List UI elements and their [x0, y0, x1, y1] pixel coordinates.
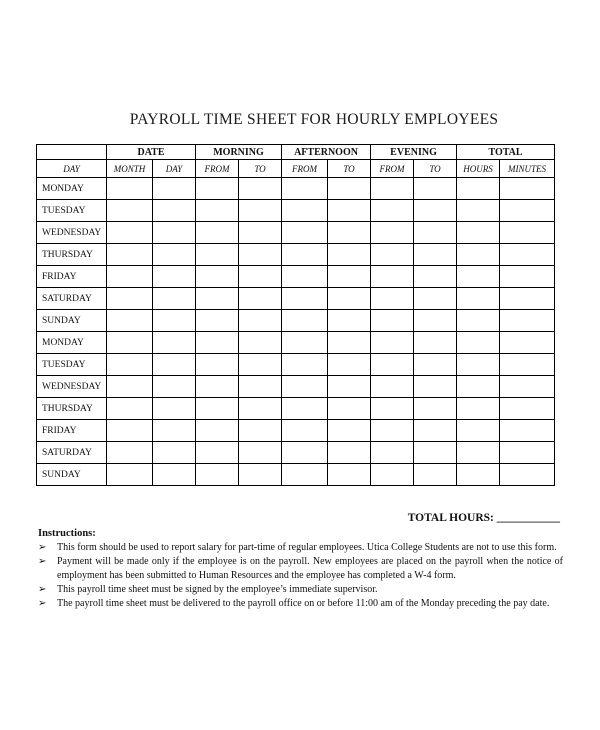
- table-row: [37, 376, 555, 398]
- instruction-text: The payroll time sheet must be delivered to the payroll office on or before 11:00 am of the Monday preceding the pay date.: [57, 598, 550, 609]
- evening-from-cell[interactable]: [371, 420, 414, 442]
- month-cell[interactable]: [107, 420, 153, 442]
- date-day-cell[interactable]: [153, 442, 196, 464]
- instructions-heading: Instructions:: [38, 528, 96, 539]
- total-hours-cell[interactable]: [457, 222, 500, 244]
- afternoon-from-cell[interactable]: [282, 420, 328, 442]
- total-minutes-cell[interactable]: [500, 354, 555, 376]
- table-row: [37, 266, 555, 288]
- evening-to-cell[interactable]: [414, 398, 457, 420]
- total-minutes-cell[interactable]: [500, 200, 555, 222]
- morning-from-cell[interactable]: [196, 376, 239, 398]
- afternoon-from-cell[interactable]: [282, 310, 328, 332]
- total-minutes-cell[interactable]: [500, 376, 555, 398]
- table-row: [37, 354, 555, 376]
- total-minutes-cell[interactable]: [500, 442, 555, 464]
- instruction-item: [38, 541, 563, 555]
- morning-from-cell[interactable]: [196, 222, 239, 244]
- total-minutes-cell[interactable]: [500, 332, 555, 354]
- date-day-cell[interactable]: [153, 354, 196, 376]
- morning-from-cell[interactable]: [196, 288, 239, 310]
- evening-to-cell[interactable]: [414, 310, 457, 332]
- evening-to-cell[interactable]: [414, 288, 457, 310]
- afternoon-from-cell[interactable]: [282, 332, 328, 354]
- total-hours-cell[interactable]: [457, 376, 500, 398]
- month-cell[interactable]: [107, 200, 153, 222]
- total-hours-cell[interactable]: [457, 200, 500, 222]
- afternoon-to-cell[interactable]: [328, 398, 371, 420]
- evening-from-cell[interactable]: [371, 354, 414, 376]
- month-cell[interactable]: [107, 288, 153, 310]
- total-hours-cell[interactable]: [457, 244, 500, 266]
- afternoon-from-cell[interactable]: [282, 376, 328, 398]
- afternoon-from-cell[interactable]: [282, 266, 328, 288]
- subheader-date-day: DAY: [153, 160, 196, 178]
- total-hours-cell[interactable]: [457, 464, 500, 486]
- month-cell[interactable]: [107, 464, 153, 486]
- afternoon-to-cell[interactable]: [328, 244, 371, 266]
- morning-from-cell[interactable]: [196, 420, 239, 442]
- morning-from-cell[interactable]: [196, 200, 239, 222]
- afternoon-from-cell[interactable]: [282, 464, 328, 486]
- total-hours-cell[interactable]: [457, 354, 500, 376]
- total-minutes-cell[interactable]: [500, 266, 555, 288]
- morning-to-cell[interactable]: [239, 266, 282, 288]
- day-cell: FRIDAY: [37, 266, 107, 288]
- subheader-morning-from: FROM: [196, 160, 239, 178]
- morning-to-cell[interactable]: [239, 442, 282, 464]
- page-title: PAYROLL TIME SHEET FOR HOURLY EMPLOYEES: [129, 111, 499, 128]
- day-cell: MONDAY: [37, 332, 107, 354]
- day-cell: THURSDAY: [37, 398, 107, 420]
- group-header-total: TOTAL: [457, 145, 555, 160]
- afternoon-to-cell[interactable]: [328, 442, 371, 464]
- table-row: [37, 310, 555, 332]
- group-header-afternoon: AFTERNOON: [282, 145, 371, 160]
- table-row: [37, 420, 555, 442]
- total-minutes-cell[interactable]: [500, 420, 555, 442]
- arrow-bullet-icon: ➢: [38, 598, 47, 609]
- evening-from-cell[interactable]: [371, 332, 414, 354]
- evening-from-cell[interactable]: [371, 288, 414, 310]
- instruction-item: [38, 583, 563, 597]
- morning-to-cell[interactable]: [239, 332, 282, 354]
- evening-from-cell[interactable]: [371, 222, 414, 244]
- afternoon-from-cell[interactable]: [282, 244, 328, 266]
- afternoon-to-cell[interactable]: [328, 464, 371, 486]
- total-minutes-cell[interactable]: [500, 464, 555, 486]
- afternoon-to-cell[interactable]: [328, 310, 371, 332]
- month-cell[interactable]: [107, 398, 153, 420]
- evening-to-cell[interactable]: [414, 332, 457, 354]
- table-row: [37, 398, 555, 420]
- date-day-cell[interactable]: [153, 244, 196, 266]
- instruction-text: This form should be used to report salary for part-time of regular employees. Utica College Students are not to use this form.: [57, 542, 557, 553]
- evening-from-cell[interactable]: [371, 464, 414, 486]
- subheader-afternoon-from: FROM: [282, 160, 328, 178]
- day-cell: SATURDAY: [37, 288, 107, 310]
- day-cell: WEDNESDAY: [37, 376, 107, 398]
- evening-from-cell[interactable]: [371, 200, 414, 222]
- subheader-afternoon-to: TO: [328, 160, 371, 178]
- afternoon-to-cell[interactable]: [328, 332, 371, 354]
- date-day-cell[interactable]: [153, 200, 196, 222]
- table-row: [37, 442, 555, 464]
- morning-to-cell[interactable]: [239, 178, 282, 200]
- morning-from-cell[interactable]: [196, 332, 239, 354]
- evening-to-cell[interactable]: [414, 442, 457, 464]
- date-day-cell[interactable]: [153, 376, 196, 398]
- group-header-row: [37, 145, 555, 160]
- month-cell[interactable]: [107, 376, 153, 398]
- month-cell[interactable]: [107, 354, 153, 376]
- morning-from-cell[interactable]: [196, 310, 239, 332]
- evening-to-cell[interactable]: [414, 222, 457, 244]
- evening-from-cell[interactable]: [371, 266, 414, 288]
- group-header-date: DATE: [107, 145, 196, 160]
- morning-from-cell[interactable]: [196, 178, 239, 200]
- morning-from-cell[interactable]: [196, 244, 239, 266]
- date-day-cell[interactable]: [153, 332, 196, 354]
- total-hours-cell[interactable]: [457, 398, 500, 420]
- subheader-evening-from: FROM: [371, 160, 414, 178]
- total-minutes-cell[interactable]: [500, 244, 555, 266]
- instruction-text: Payment will be made only if the employee is on the payroll. New employees are placed on the payroll when the notice of employment has been submitted to Human Resources and the employee has completed a W-4 form.: [57, 556, 563, 581]
- total-hours-cell[interactable]: [457, 288, 500, 310]
- total-hours-cell[interactable]: [457, 178, 500, 200]
- month-cell[interactable]: [107, 332, 153, 354]
- morning-to-cell[interactable]: [239, 310, 282, 332]
- day-cell: TUESDAY: [37, 200, 107, 222]
- group-header-evening: EVENING: [371, 145, 457, 160]
- morning-from-cell[interactable]: [196, 442, 239, 464]
- date-day-cell[interactable]: [153, 310, 196, 332]
- table-row: [37, 464, 555, 486]
- table-row: [37, 200, 555, 222]
- instruction-item: [38, 597, 563, 611]
- day-cell: TUESDAY: [37, 354, 107, 376]
- subheader-evening-to: TO: [414, 160, 457, 178]
- total-hours-cell[interactable]: [457, 332, 500, 354]
- evening-from-cell[interactable]: [371, 398, 414, 420]
- table-row: [37, 288, 555, 310]
- morning-from-cell[interactable]: [196, 354, 239, 376]
- table-row: [37, 332, 555, 354]
- afternoon-from-cell[interactable]: [282, 222, 328, 244]
- total-hours-cell[interactable]: [457, 442, 500, 464]
- morning-to-cell[interactable]: [239, 376, 282, 398]
- subheader-day: DAY: [37, 160, 107, 178]
- total-minutes-cell[interactable]: [500, 310, 555, 332]
- evening-to-cell[interactable]: [414, 420, 457, 442]
- total-hours-cell[interactable]: [457, 310, 500, 332]
- afternoon-to-cell[interactable]: [328, 200, 371, 222]
- date-day-cell[interactable]: [153, 288, 196, 310]
- afternoon-to-cell[interactable]: [328, 178, 371, 200]
- timesheet-body: [37, 178, 555, 486]
- total-hours-cell[interactable]: [457, 420, 500, 442]
- day-cell: WEDNESDAY: [37, 222, 107, 244]
- afternoon-from-cell[interactable]: [282, 354, 328, 376]
- afternoon-to-cell[interactable]: [328, 222, 371, 244]
- month-cell[interactable]: [107, 266, 153, 288]
- month-cell[interactable]: [107, 244, 153, 266]
- month-cell[interactable]: [107, 310, 153, 332]
- afternoon-from-cell[interactable]: [282, 288, 328, 310]
- table-row: [37, 178, 555, 200]
- subheader-total-minutes: MINUTES: [500, 160, 555, 178]
- total-hours-cell[interactable]: [457, 266, 500, 288]
- morning-from-cell[interactable]: [196, 464, 239, 486]
- arrow-bullet-icon: ➢: [38, 542, 47, 553]
- evening-to-cell[interactable]: [414, 200, 457, 222]
- day-cell: MONDAY: [37, 178, 107, 200]
- month-cell[interactable]: [107, 222, 153, 244]
- evening-to-cell[interactable]: [414, 376, 457, 398]
- evening-from-cell[interactable]: [371, 442, 414, 464]
- date-day-cell[interactable]: [153, 266, 196, 288]
- total-hours-label: TOTAL HOURS: ___________: [407, 512, 560, 524]
- morning-to-cell[interactable]: [239, 420, 282, 442]
- day-cell: SUNDAY: [37, 310, 107, 332]
- morning-to-cell[interactable]: [239, 464, 282, 486]
- date-day-cell[interactable]: [153, 464, 196, 486]
- total-minutes-cell[interactable]: [500, 288, 555, 310]
- evening-from-cell[interactable]: [371, 310, 414, 332]
- evening-to-cell[interactable]: [414, 354, 457, 376]
- instructions-section: [38, 527, 563, 611]
- month-cell[interactable]: [107, 442, 153, 464]
- afternoon-from-cell[interactable]: [282, 200, 328, 222]
- day-cell: THURSDAY: [37, 244, 107, 266]
- instruction-item: [38, 555, 563, 583]
- evening-to-cell[interactable]: [414, 266, 457, 288]
- evening-from-cell[interactable]: [371, 376, 414, 398]
- morning-to-cell[interactable]: [239, 398, 282, 420]
- evening-from-cell[interactable]: [371, 178, 414, 200]
- subheader-month: MONTH: [107, 160, 153, 178]
- afternoon-to-cell[interactable]: [328, 376, 371, 398]
- morning-from-cell[interactable]: [196, 266, 239, 288]
- afternoon-from-cell[interactable]: [282, 442, 328, 464]
- evening-to-cell[interactable]: [414, 464, 457, 486]
- arrow-bullet-icon: ➢: [38, 584, 47, 595]
- total-minutes-cell[interactable]: [500, 178, 555, 200]
- morning-to-cell[interactable]: [239, 288, 282, 310]
- timesheet-table: [36, 144, 555, 486]
- date-day-cell[interactable]: [153, 222, 196, 244]
- day-cell: SATURDAY: [37, 442, 107, 464]
- morning-to-cell[interactable]: [239, 354, 282, 376]
- instruction-text: This payroll time sheet must be signed by the employee’s immediate supervisor.: [57, 584, 378, 595]
- date-day-cell[interactable]: [153, 420, 196, 442]
- afternoon-from-cell[interactable]: [282, 178, 328, 200]
- total-minutes-cell[interactable]: [500, 222, 555, 244]
- date-day-cell[interactable]: [153, 178, 196, 200]
- table-row: [37, 222, 555, 244]
- date-day-cell[interactable]: [153, 398, 196, 420]
- afternoon-to-cell[interactable]: [328, 420, 371, 442]
- evening-from-cell[interactable]: [371, 244, 414, 266]
- subheader-morning-to: TO: [239, 160, 282, 178]
- day-cell: SUNDAY: [37, 464, 107, 486]
- subheader-total-hours: HOURS: [457, 160, 500, 178]
- arrow-bullet-icon: ➢: [38, 556, 47, 567]
- total-minutes-cell[interactable]: [500, 398, 555, 420]
- month-cell[interactable]: [107, 178, 153, 200]
- group-header-morning: MORNING: [196, 145, 282, 160]
- instructions-list: [38, 541, 563, 611]
- subheader-row: [37, 160, 555, 178]
- day-cell: FRIDAY: [37, 420, 107, 442]
- evening-to-cell[interactable]: [414, 244, 457, 266]
- evening-to-cell[interactable]: [414, 178, 457, 200]
- afternoon-to-cell[interactable]: [328, 266, 371, 288]
- afternoon-to-cell[interactable]: [328, 354, 371, 376]
- blank-header-cell: [37, 145, 107, 160]
- afternoon-to-cell[interactable]: [328, 288, 371, 310]
- morning-to-cell[interactable]: [239, 200, 282, 222]
- afternoon-from-cell[interactable]: [282, 398, 328, 420]
- table-row: [37, 244, 555, 266]
- morning-to-cell[interactable]: [239, 244, 282, 266]
- morning-to-cell[interactable]: [239, 222, 282, 244]
- morning-from-cell[interactable]: [196, 398, 239, 420]
